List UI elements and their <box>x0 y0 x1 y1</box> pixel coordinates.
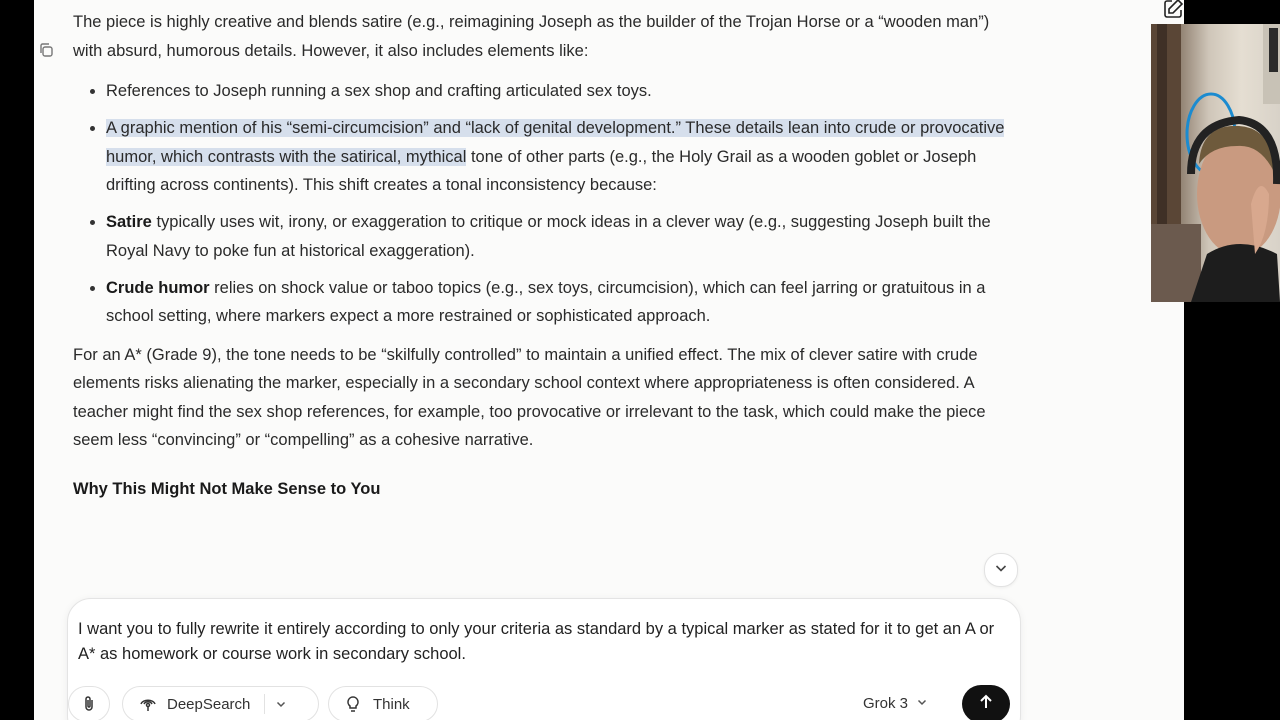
section-heading: Why This Might Not Make Sense to You <box>73 479 381 498</box>
divider <box>264 694 265 714</box>
send-button[interactable] <box>962 685 1010 720</box>
paperclip-icon <box>81 695 97 713</box>
think-label: Think <box>373 695 410 713</box>
bullet-list <box>73 77 1008 331</box>
list-item-text: relies on shock value or taboo topics (e.g., sex toys, circumcision), which can feel jarring or gratuitous in a school setting, where markers expect a more restrained or sophisticated approach. <box>106 278 986 325</box>
lightbulb-icon <box>345 695 361 713</box>
model-selector[interactable] <box>863 695 928 712</box>
list-item <box>106 77 1008 106</box>
chat-page <box>34 0 1184 720</box>
highlighted-text: A graphic mention of his “semi-circumcision” and “lack of genital development.” These details lean into crude or provocative humor, which contrasts with the satirical, mythical <box>106 119 1005 166</box>
scroll-down-button[interactable] <box>984 553 1018 587</box>
list-item <box>106 208 1008 265</box>
list-item-text: typically uses wit, irony, or exaggeration to critique or mock ideas in a clever way (e.g., suggesting Joseph built the Royal Navy to poke fun at historical exaggeration). <box>106 213 991 260</box>
prompt-input[interactable] <box>78 617 998 671</box>
list-item-text: tone of other parts (e.g., the Holy Grail as a wooden goblet or Joseph drifting across continents). This shift creates a tonal inconsistency because: <box>106 147 977 194</box>
webcam-overlay <box>1151 24 1280 302</box>
list-item <box>106 114 1008 200</box>
assistant-message <box>73 8 1008 503</box>
bold-term: Crude humor <box>106 278 210 297</box>
deepsearch-icon <box>139 695 157 713</box>
body-paragraph: For an A* (Grade 9), the tone needs to be “skilfully controlled” to maintain a unified effect. The mix of clever satire with crude elements risks alienating the marker, especially in a secondary school context where appropriateness is often considered. A teacher might find the sex shop references, for example, too provocative or irrelevant to the task, which could make the piece seem less “convincing” or “compelling” as a cohesive narrative. <box>73 345 986 449</box>
arrow-up-icon <box>977 693 995 716</box>
list-item <box>106 274 1008 331</box>
list-item-text: References to Joseph running a sex shop and crafting articulated sex toys. <box>106 82 652 100</box>
webcam-image <box>1151 24 1280 302</box>
chevron-down-icon[interactable] <box>275 698 287 710</box>
deepsearch-button[interactable] <box>122 686 319 720</box>
deepsearch-label: DeepSearch <box>167 695 251 713</box>
model-label: Grok 3 <box>863 695 909 712</box>
chevron-down-icon <box>916 695 928 712</box>
edit-icon[interactable] <box>1162 0 1184 20</box>
attach-button[interactable] <box>68 686 110 720</box>
composer <box>67 598 1021 720</box>
intro-paragraph: The piece is highly creative and blends satire (e.g., reimagining Joseph as the builder of the Trojan Horse or a “wooden man”) with absurd, humorous details. However, it also includes elements like: <box>73 13 990 60</box>
think-button[interactable] <box>328 686 438 720</box>
chevron-down-icon <box>993 560 1009 581</box>
bold-term: Satire <box>106 213 152 231</box>
copy-icon[interactable] <box>38 42 54 58</box>
